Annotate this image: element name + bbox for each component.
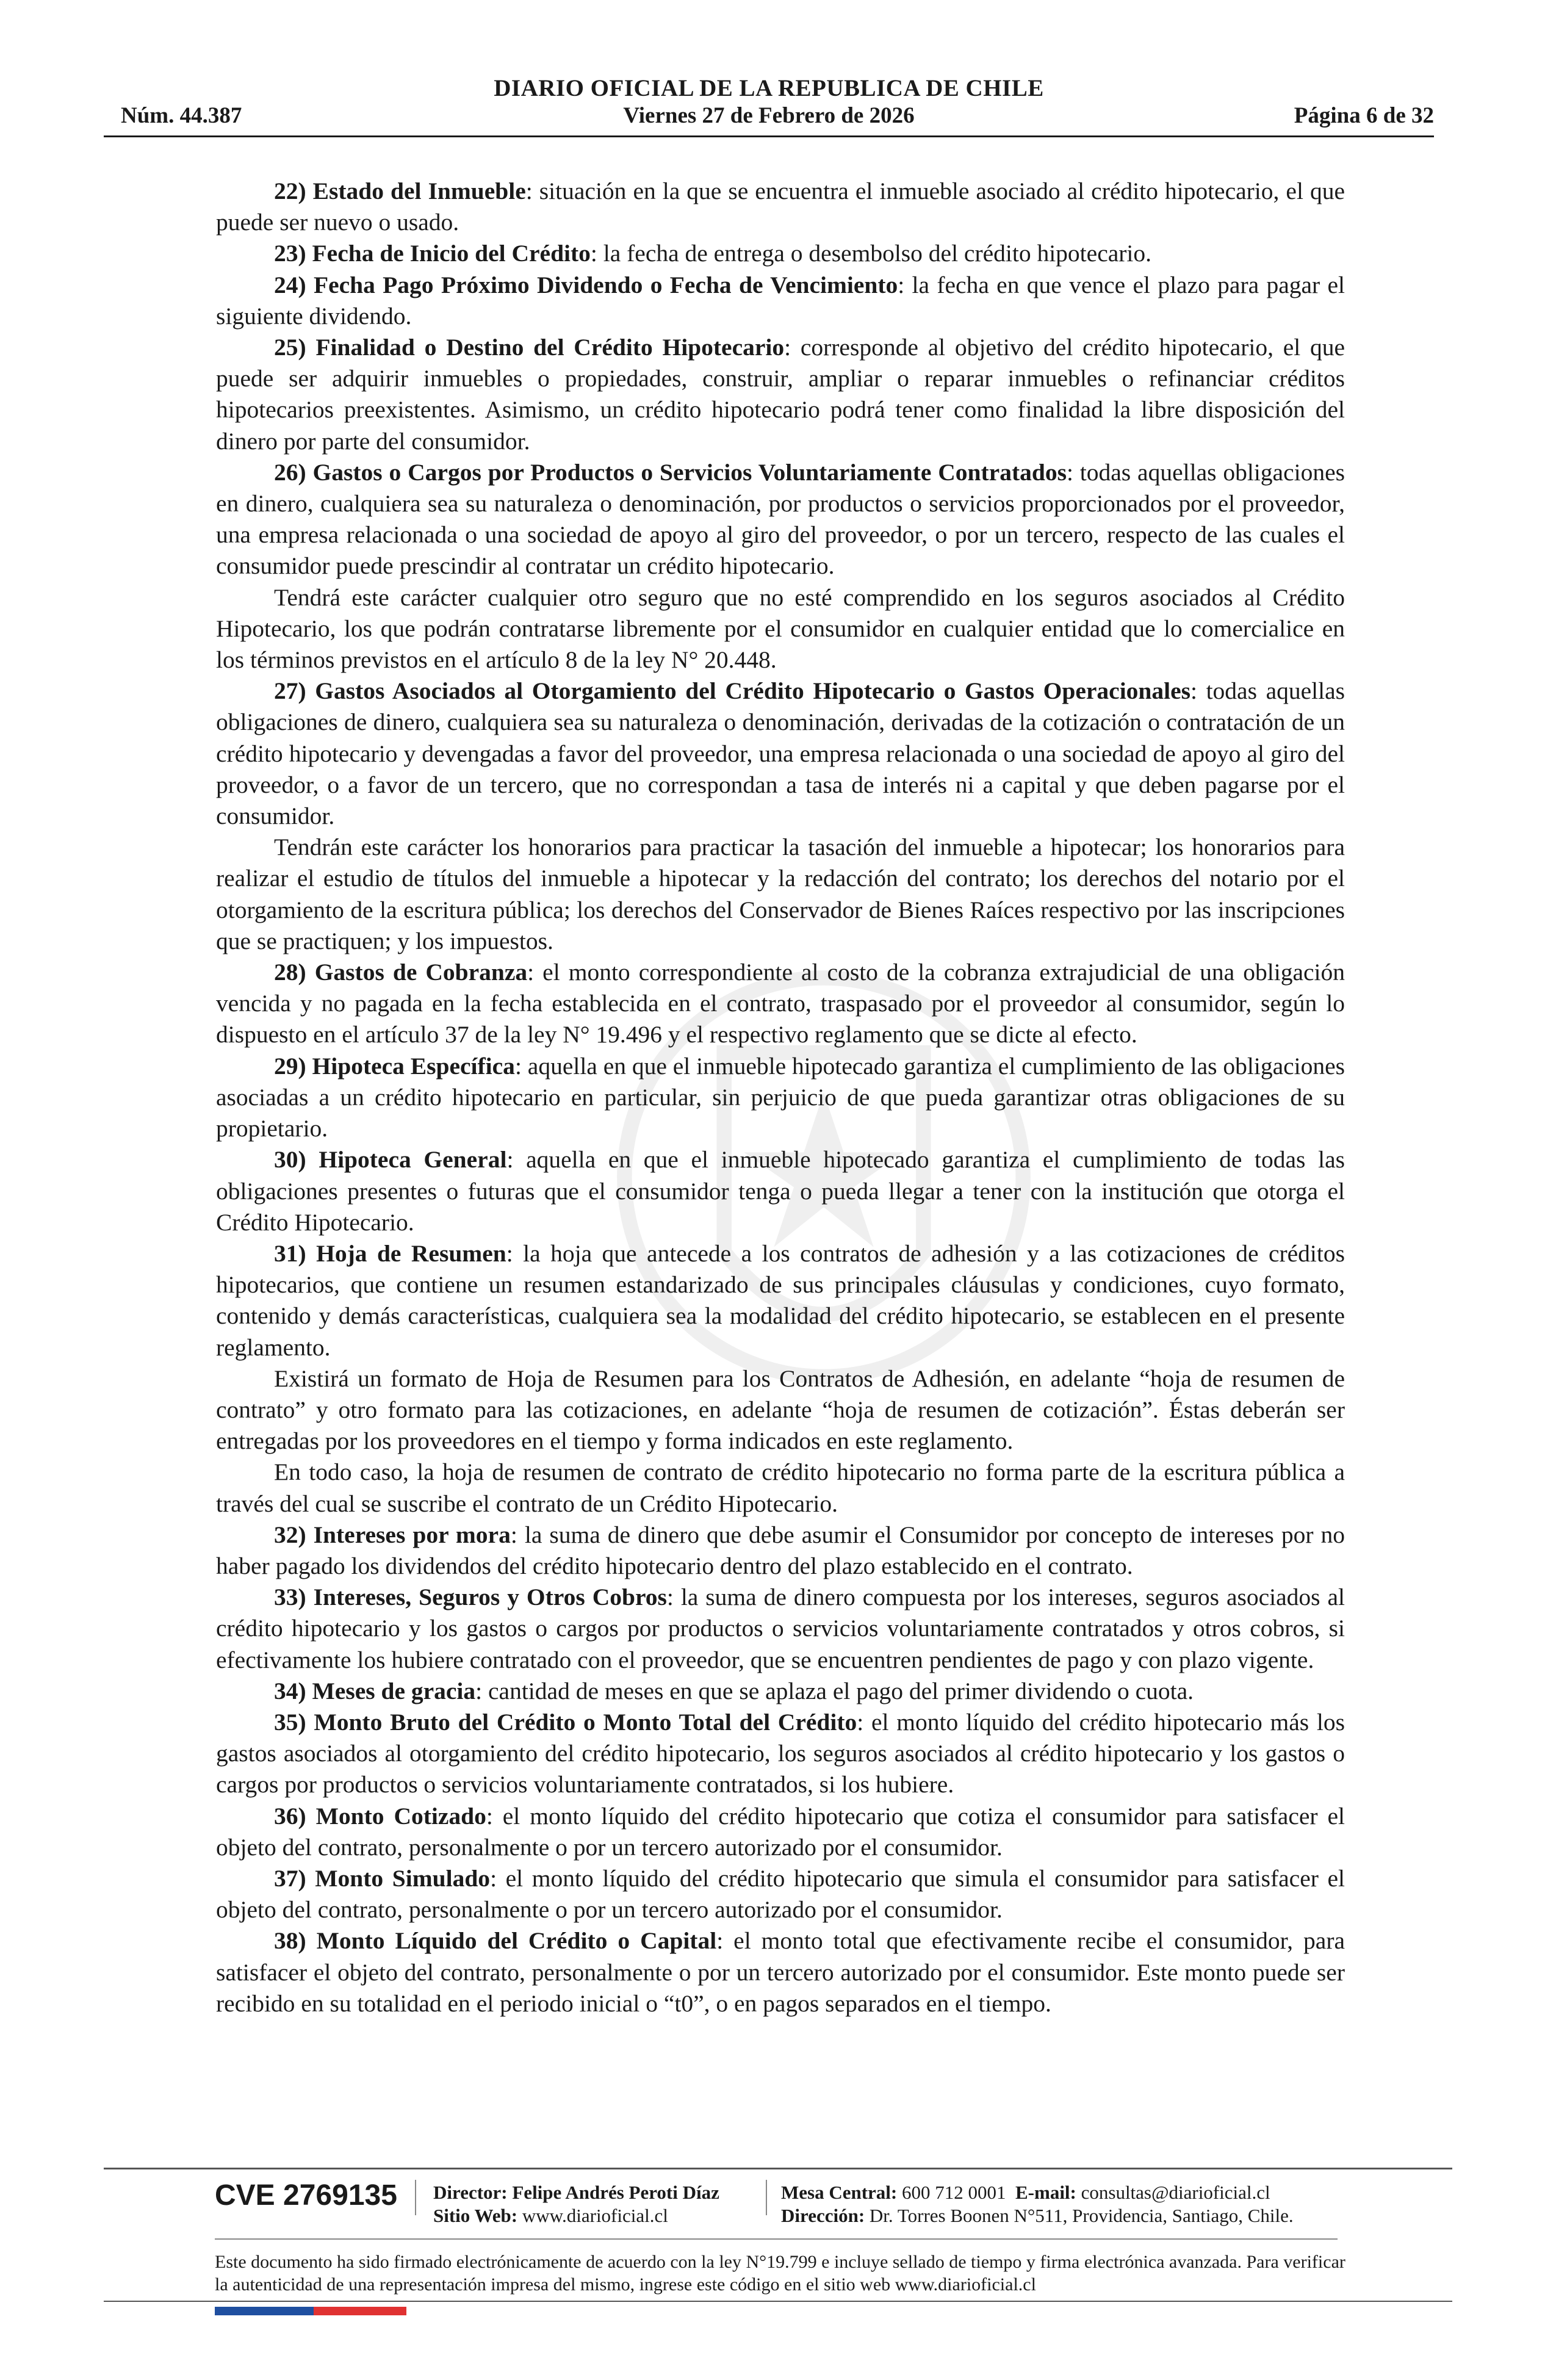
definition-term: 28) Gastos de Cobranza <box>274 959 528 986</box>
definition-28 <box>216 957 1345 1051</box>
address-label: Dirección: <box>781 2205 865 2226</box>
definition-26 <box>216 457 1345 582</box>
cve-code: CVE 2769135 <box>215 2179 397 2212</box>
definition-term: 22) Estado del Inmueble <box>274 178 526 204</box>
director-name: Felipe Andrés Peroti Díaz <box>512 2182 719 2203</box>
footer-rule-top <box>104 2168 1452 2169</box>
definition-term: 31) Hoja de Resumen <box>274 1239 506 1267</box>
definition-text: : el monto líquido del crédito hipotecario que cotiza el consumidor para satisfacer el objeto del contrato, personalmente o por un tercero autorizado por el consumidor. <box>216 1802 1345 1861</box>
definition-text: : corresponde al objetivo del crédito hipotecario, el que puede ser adquirir inmuebles o propiedades, construir, ampliar o reparar inmuebles o refinanciar créditos hipotecarios preexistentes. Asimismo, un crédito hipotecario podrá tener como finalidad la libre disposición del dinero por parte del consumidor. <box>216 334 1345 455</box>
definition-33 <box>216 1582 1345 1676</box>
flag-stripe-red <box>314 2307 406 2315</box>
definition-term: 26) Gastos o Cargos por Productos o Servicios Voluntariamente Contratados <box>274 458 1067 486</box>
definition-term: 37) Monto Simulado <box>274 1864 491 1892</box>
definition-term: 38) Monto Líquido del Crédito o Capital <box>274 1927 717 1955</box>
phone-label: Mesa Central: <box>781 2182 898 2203</box>
definition-term: 34) Meses de gracia <box>274 1677 476 1704</box>
paragraph-text: Tendrán este carácter los honorarios para practicar la tasación del inmueble a hipotecar; los honorarios para realizar el estudio de títulos del inmueble a hipotecar y la redacción del contrato; los derechos del notario por el otorgamiento de la escritura pública; los derechos del Conservador de Bienes Raíces respectivo por las inscripciones que se practiquen; y los impuestos. <box>216 834 1345 954</box>
definition-22 <box>216 176 1345 238</box>
definition-term: 33) Intereses, Seguros y Otros Cobros <box>274 1584 667 1611</box>
definition-text: : la suma de dinero que debe asumir el Consumidor por concepto de intereses por no haber pagado los dividendos del crédito hipotecario dentro del plazo establecido en el contrato. <box>216 1521 1345 1579</box>
footer-director-block <box>433 2181 719 2227</box>
issue-date: Viernes 27 de Febrero de 2026 <box>623 103 915 128</box>
definition-text: : el monto total que efectivamente recibe el consumidor, para satisfacer el objeto del contrato, personalmente o por un tercero autorizado por el consumidor. Este monto puede ser recibido en su totalidad en el periodo inicial o “t0”, o en pagos separados en el tiempo. <box>216 1927 1345 2017</box>
definition-term: 35) Monto Bruto del Crédito o Monto Total del Crédito <box>274 1708 857 1736</box>
definition-text: : el monto correspondiente al costo de la cobranza extrajudicial de una obligación vencida y no pagada en la fecha establecida en el contrato, traspasado por el proveedor al consumidor, según lo dispuesto en el artículo 37 de la ley N° 19.496 y el respectivo reglamento que se dicte al efecto. <box>216 959 1345 1048</box>
definition-text: : situación en la que se encuentra el inmueble asociado al crédito hipotecario, el que puede ser nuevo o usado. <box>216 178 1345 236</box>
definition-term: 32) Intereses por mora <box>274 1521 511 1548</box>
definition-text: : aquella en que el inmueble hipotecado garantiza el cumplimiento de las obligaciones asociadas a un crédito hipotecario en particular, sin perjuicio de que pueda garantizar otras obligaciones de su propietario. <box>216 1052 1345 1142</box>
document-body <box>216 176 1345 2122</box>
issue-number: Núm. 44.387 <box>121 103 242 128</box>
definition-36 <box>216 1801 1345 1863</box>
page-number: Página 6 de 32 <box>1294 103 1434 128</box>
paragraph-text: Existirá un formato de Hoja de Resumen para los Contratos de Adhesión, en adelante “hoja de resumen de contrato” y otro formato para las cotizaciones, en adelante “hoja de resumen de cotización”. Éstas deberán ser entregadas por los proveedores en el tiempo y forma indicados en este reglamento. <box>216 1365 1345 1455</box>
director-label: Director: <box>433 2182 508 2203</box>
definition-term: 25) Finalidad o Destino del Crédito Hipotecario <box>274 334 785 361</box>
footer-divider <box>415 2180 416 2215</box>
page-header <box>104 74 1434 142</box>
definition-text: : la fecha en que vence el plazo para pagar el siguiente dividendo. <box>216 271 1345 330</box>
flag-stripe-blue <box>215 2307 314 2315</box>
definition-text: : la suma de dinero compuesta por los intereses, seguros asociados al crédito hipotecario y los gastos o cargos por productos o servicios voluntariamente contratados y otros cobros, si efectivamente los hubiere contratado con el proveedor, que se encuentren pendientes de pago y con plazo vigente. <box>216 1584 1345 1673</box>
footer-rule-middle <box>215 2238 1338 2240</box>
footer-divider <box>766 2180 767 2215</box>
web-link[interactable]: www.diarioficial.cl <box>522 2205 668 2226</box>
definition-term: 30) Hipoteca General <box>274 1146 507 1174</box>
paragraph-26-cont <box>216 582 1345 676</box>
definition-text: : la hoja que antecede a los contratos de adhesión y a las cotizaciones de créditos hipotecarios, que contiene un resumen estandarizado de sus principales cláusulas y condiciones, cuyo formato, contenido y demás características, cualquiera sea la modalidad del crédito hipotecario, se establecen en el presente reglamento. <box>216 1239 1345 1361</box>
definition-30 <box>216 1144 1345 1238</box>
definition-term: 23) Fecha de Inicio del Crédito <box>274 240 591 267</box>
paragraph-27-cont <box>216 832 1345 957</box>
definition-term: 27) Gastos Asociados al Otorgamiento del Crédito Hipotecario o Gastos Operacionales <box>274 677 1191 705</box>
definition-text: : cantidad de meses en que se aplaza el pago del primer dividendo o cuota. <box>475 1677 1194 1704</box>
signature-note: Este documento ha sido firmado electrónicamente de acuerdo con la ley N°19.799 e incluye sellado de tiempo y firma electrónica avanzada. Para verificar la autenticidad de una representación impresa del mismo, ingrese este código en el sitio web www.diarioficial.cl <box>215 2252 1345 2295</box>
header-rule <box>104 135 1434 137</box>
definition-35 <box>216 1707 1345 1801</box>
definition-24 <box>216 270 1345 332</box>
definition-text: : aquella en que el inmueble hipotecado garantiza el cumplimiento de todas las obligaciones presentes o futuras que el consumidor tenga o pueda llegar a tener con la institución que otorga el Crédito Hipotecario. <box>216 1146 1345 1236</box>
address-text: Dr. Torres Boonen N°511, Providencia, Santiago, Chile. <box>869 2205 1294 2226</box>
definition-text: : el monto líquido del crédito hipotecario que simula el consumidor para satisfacer el objeto del contrato, personalmente o por un tercero autorizado por el consumidor. <box>216 1864 1345 1924</box>
definition-23 <box>216 238 1345 269</box>
paragraph-text: Tendrá este carácter cualquier otro seguro que no esté comprendido en los seguros asociados al Crédito Hipotecario, los que podrán contratarse libremente por el consumidor en cualquier entidad que lo comercialice en los términos previstos en el artículo 8 de la ley N° 20.448. <box>216 583 1345 674</box>
definition-term: 24) Fecha Pago Próximo Dividendo o Fecha de Vencimiento <box>274 271 898 298</box>
paragraph-text: En todo caso, la hoja de resumen de contrato de crédito hipotecario no forma parte de la escritura pública a través del cual se suscribe el contrato de un Crédito Hipotecario. <box>216 1459 1345 1517</box>
footer-rule-bottom <box>104 2301 1452 2302</box>
email-link[interactable]: consultas@diarioficial.cl <box>1081 2182 1270 2203</box>
phone-number: 600 712 0001 <box>902 2182 1006 2203</box>
definition-37 <box>216 1863 1345 1925</box>
newspaper-title: DIARIO OFICIAL DE LA REPUBLICA DE CHILE <box>494 75 1044 101</box>
definition-38 <box>216 1925 1345 2019</box>
definition-31 <box>216 1238 1345 1363</box>
web-label: Sitio Web: <box>433 2205 518 2226</box>
definition-27 <box>216 676 1345 832</box>
definition-text: : el monto líquido del crédito hipotecario más los gastos asociados al otorgamiento del crédito hipotecario, los seguros asociados al crédito hipotecario y los gastos o cargos por productos o servicios voluntariamente contratados, si los hubiere. <box>216 1708 1345 1798</box>
paragraph-31-cont-1 <box>216 1363 1345 1457</box>
definition-32 <box>216 1520 1345 1582</box>
definition-term: 36) Monto Cotizado <box>274 1802 486 1830</box>
paragraph-31-cont-2 <box>216 1457 1345 1519</box>
definition-text: : todas aquellas obligaciones de dinero, cualquiera sea su naturaleza o denominación, derivadas de la cotización o contratación de un crédito hipotecario y devengadas a favor del proveedor, una empresa relacionada o una sociedad de apoyo al giro del proveedor, o a favor de un tercero, que no correspondan a tasa de interés ni a capital y que deben pagarse por el consumidor. <box>216 677 1345 830</box>
definition-29 <box>216 1051 1345 1145</box>
definition-term: 29) Hipoteca Específica <box>274 1052 515 1080</box>
email-label: E-mail: <box>1015 2182 1076 2203</box>
definition-34 <box>216 1676 1345 1707</box>
footer-contact-block <box>781 2181 1294 2227</box>
definition-25 <box>216 332 1345 457</box>
definition-text: : la fecha de entrega o desembolso del crédito hipotecario. <box>590 240 1152 267</box>
definition-text: : todas aquellas obligaciones en dinero, cualquiera sea su naturaleza o denominación, por productos o servicios proporcionados por el proveedor, una empresa relacionada o una sociedad de apoyo al giro del proveedor, o por un tercero, respecto de las cuales el consumidor puede prescindir al contratar un crédito hipotecario. <box>216 458 1345 580</box>
